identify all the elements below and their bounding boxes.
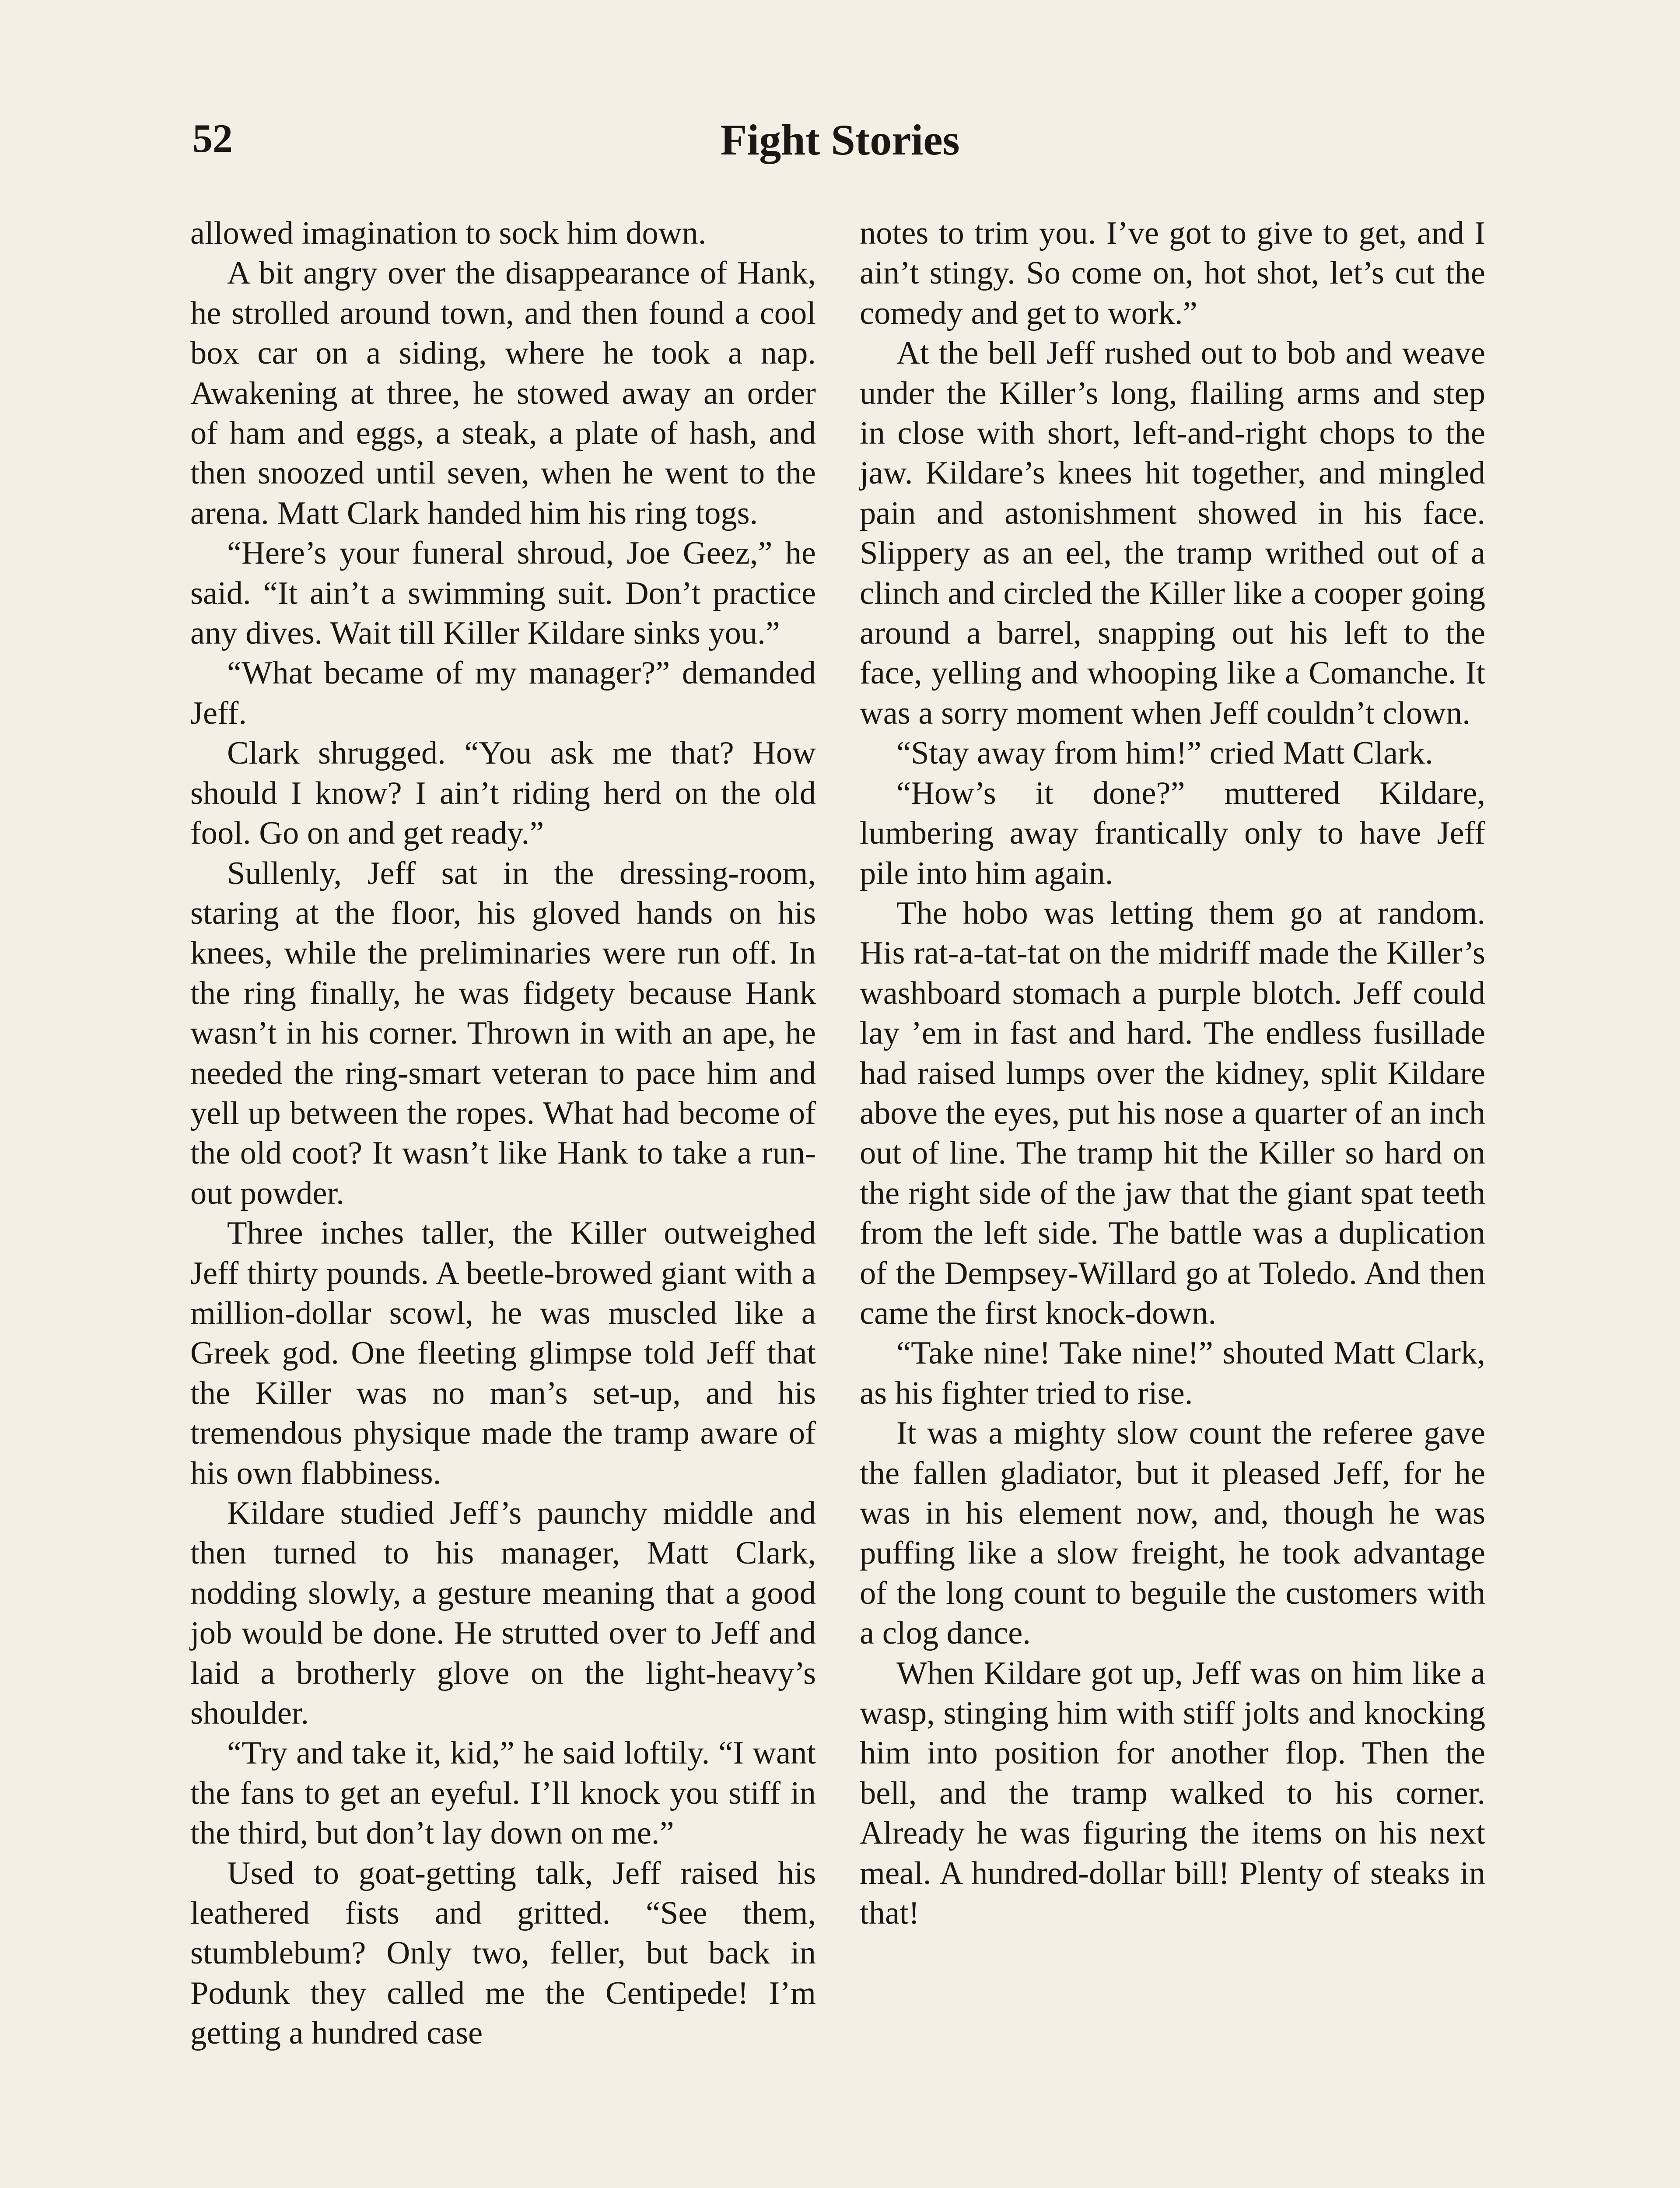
paragraph: Sullenly, Jeff sat in the dressing-room, staring at the floor, his gloved hands on his knees, while the preliminaries were run off. In the ring finally, he was fidgety because Hank wasn’t in his corner. Thrown in with an ape, he needed the ring-smart veteran to pace him and yell up between the ropes. What had become of the old coot? It wasn’t like Hank to take a run-out powder. — [190, 855, 816, 1211]
paragraph: Used to goat-getting talk, Jeff raised his leathered fists and gritted. “See them, stumblebum? Only two, feller, but back in Podunk they called me the Centipede! I’m getting a hundred case — [190, 1855, 816, 2051]
paragraph: Kildare studied Jeff’s paunchy middle and then turned to his manager, Matt Clark, nodding slowly, a gesture meaning that a good job would be done. He strutted over to Jeff and laid a brotherly glove on the light-heavy’s shoulder. — [190, 1495, 816, 1732]
paragraph: Three inches taller, the Killer outweighed Jeff thirty pounds. A beetle-browed giant with a million-dollar scowl, he was muscled like a Greek god. One fleeting glimpse told Jeff that the Killer was no man’s set-up, and his tremendous physique made the tramp aware of his own flabbiness. — [190, 1215, 816, 1491]
left-column — [190, 214, 816, 2188]
running-head-title: Fight Stories — [720, 116, 960, 164]
paragraph: A bit angry over the disappearance of Hank, he strolled around town, and then found a cool box car on a siding, where he took a nap. Awakening at three, he stowed away an order of ham and eggs, a steak, a plate of hash, and then snoozed until seven, when he went to the arena. Matt Clark handed him his ring togs. — [190, 255, 816, 531]
paragraph: “Take nine! Take nine!” shouted Matt Clark, as his fighter tried to rise. — [860, 1335, 1485, 1411]
paragraph: Clark shrugged. “You ask me that? How should I know? I ain’t riding herd on the old fool. Go on and get ready.” — [190, 735, 816, 852]
paragraph: “Stay away from him!” cried Matt Clark. — [896, 735, 1433, 771]
paragraph: “How’s it done?” muttered Kildare, lumbering away frantically only to have Jeff pile into him again. — [860, 775, 1485, 891]
paragraph: When Kildare got up, Jeff was on him like a wasp, stinging him with stiff jolts and knocking him into position for another flop. Then the bell, and the tramp walked to his corner. Already he was figuring the items on his next meal. A hundred-dollar bill! Plenty of steaks in that! — [860, 1655, 1485, 1932]
paragraph: allowed imagination to sock him down. — [190, 215, 707, 251]
paragraph: “Try and take it, kid,” he said loftily. “I want the fans to get an eyeful. I’ll knock you stiff in the third, but don’t lay down on me.” — [190, 1735, 816, 1851]
paragraph: The hobo was letting them go at random. His rat-a-tat-tat on the midriff made the Killer’s washboard stomach a purple blotch. Jeff could lay ’em in fast and hard. The endless fusillade had raised lumps over the kidney, split Kildare above the eyes, put his nose a quarter of an inch out of line. The tramp hit the Killer so hard on the right side of the jaw that the giant spat teeth from the left side. The battle was a duplication of the Dempsey-Willard go at Toledo. And then came the first knock-down. — [860, 895, 1485, 1331]
page-number: 52 — [192, 116, 233, 161]
right-column — [860, 214, 1485, 2188]
paragraph: “Here’s your funeral shroud, Joe Geez,” he said. “It ain’t a swimming suit. Don’t practice any dives. Wait till Killer Kildare sinks you.” — [190, 535, 816, 652]
paragraph: “What became of my manager?” demanded Jeff. — [190, 655, 816, 731]
paragraph: At the bell Jeff rushed out to bob and weave under the Killer’s long, flailing arms and step in close with short, left-and-right chops to the jaw. Kildare’s knees hit together, and mingled pain and astonishment showed in his face. Slippery as an eel, the tramp writhed out of a clinch and circled the Killer like a cooper going around a barrel, snapping out his left to the face, yelling and whooping like a Comanche. It was a sorry moment when Jeff couldn’t clown. — [860, 335, 1485, 731]
paragraph: It was a mighty slow count the referee gave the fallen gladiator, but it pleased Jeff, for he was in his element now, and, though he was puffing like a slow freight, he took advantage of the long count to beguile the customers with a clog dance. — [860, 1415, 1485, 1652]
paragraph: notes to trim you. I’ve got to give to get, and I ain’t stingy. So come on, hot shot, let’s cut the comedy and get to work.” — [860, 215, 1485, 331]
